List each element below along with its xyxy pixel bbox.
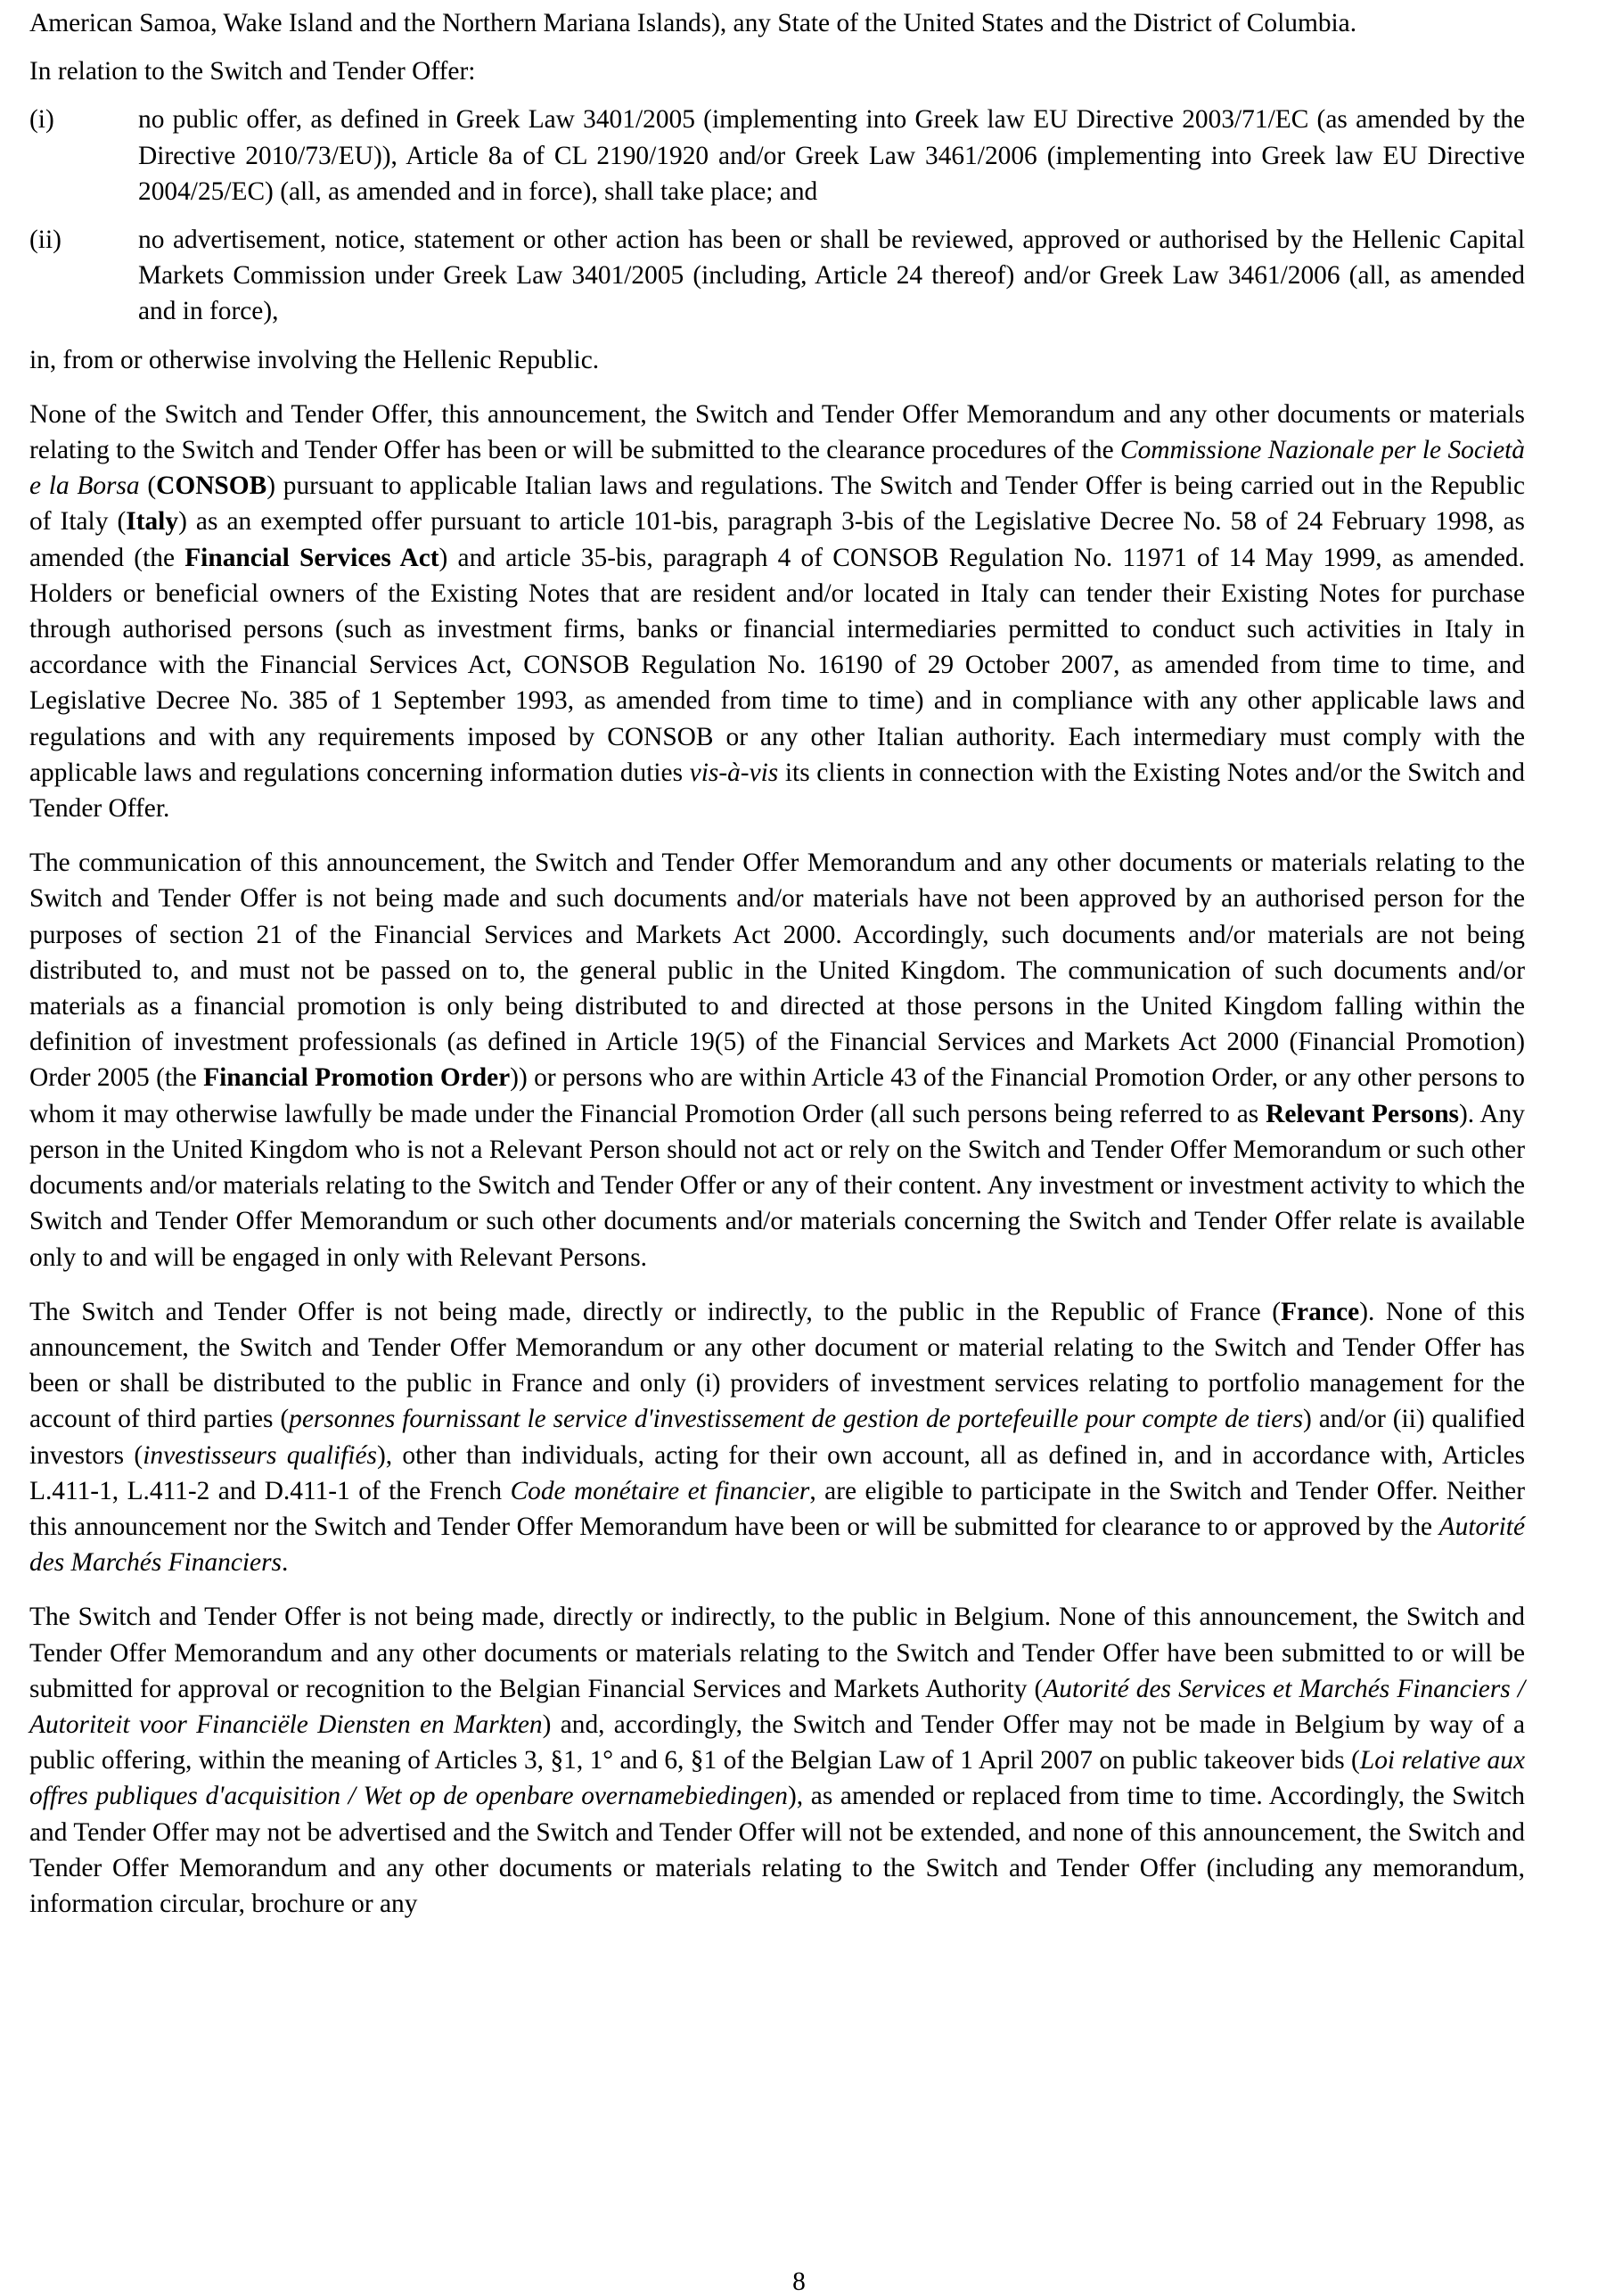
defined-term-consob: CONSOB bbox=[156, 472, 267, 501]
paragraph-france: The Switch and Tender Offer is not being made, directly or indirectly, to the public in the Republic of France (France). None of this announcement, the Switch and Tender Offer Memorandum or any other document or material relating to the Switch and Tender Offer has been or shall be distributed to the public in France and only (i) providers of investment services relating to portfolio management for the account of third parties (personnes fournissant le service d'investissement de gestion de portefeuille pour compte de tiers) and/or (ii) qualified investors (investisseurs qualifiés), other than individuals, acting for their own account, all as defined in, and in accordance with, Articles L.411-1, L.411-2 and D.411-1 of the French Code monétaire et financier, are eligible to participate in the Switch and Tender Offer. Neither this announcement nor the Switch and Tender Offer Memorandum have been or will be submitted for clearance to or approved by the Autorité des Marchés Financiers. bbox=[29, 1297, 1526, 1578]
defined-term-italy: Italy bbox=[126, 507, 179, 537]
paragraph-italy: None of the Switch and Tender Offer, this announcement, the Switch and Tender Offer Memorandum and any other documents or materials relating to the Switch and Tender Offer has been or will be submitted to the clearance procedures of the Commissione Nazionale per le Società e la Borsa (CONSOB) pursuant to applicable Italian laws and regulations. The Switch and Tender Offer is being carried out in the Republic of Italy (Italy) as an exempted offer pursuant to article 101-bis, paragraph 3-bis of the Legislative Decree No. 58 of 24 February 1998, as amended (the Financial Services Act) and article 35-bis, paragraph 4 of CONSOB Regulation No. 11971 of 14 May 1999, as amended. Holders or beneficial owners of the Existing Notes that are resident and/or located in Italy can tender their Existing Notes for purchase through authorised persons (such as investment firms, banks or financial intermediaries permitted to conduct such activities in Italy in accordance with the Financial Services Act, CONSOB Regulation No. 16190 of 29 October 2007, as amended from time to time, and Legislative Decree No. 385 of 1 September 1993, as amended from time to time) and in compliance with any other applicable laws and regulations and with any requirements imposed by CONSOB or any other Italian authority. Each intermediary must comply with the applicable laws and regulations concerning information duties vis-à-vis its clients in connection with the Existing Notes and/or the Switch and Tender Offer. bbox=[29, 399, 1525, 824]
list-item-text: no advertisement, notice, statement or other action has been or shall be reviewed, approved or authorised by the Hellenic Capital Markets Commission under Greek Law 3401/2005 (including, Article 24 thereof) and/or Greek Law 3461/2006 (all, as amended and in force), bbox=[138, 226, 1525, 326]
defined-term-financial-services-act: Financial Services Act bbox=[184, 543, 439, 572]
list-item-label: (i) bbox=[29, 105, 54, 135]
italic-fsma: Autorité des Services et Marchés Financiers / Autoriteit voor Financiële Diensten en Markten bbox=[29, 1674, 1525, 1739]
paragraph-hellenic-republic: in, from or otherwise involving the Hellenic Republic. bbox=[29, 345, 600, 374]
italic-qualified-investors: investisseurs qualifiés bbox=[143, 1440, 377, 1470]
list-item-text: no public offer, as defined in Greek Law 3401/2005 (implementing into Greek law EU Directive 2003/71/EC (as amended by the Directive 2010/73/EU)), Article 8a of CL 2190/1920 and/or Greek Law 3461/2006 (implementing into Greek law EU Directive 2004/25/EC) (all, as amended and in force), shall take place; and bbox=[138, 105, 1525, 206]
defined-term-france: France bbox=[1281, 1297, 1360, 1326]
document-page bbox=[29, 5, 1525, 1940]
italic-takeover-law-title: Loi relative aux offres publiques d'acquisition / Wet op de openbare overnamebiedingen bbox=[29, 1746, 1525, 1811]
paragraph-in-relation: In relation to the Switch and Tender Offer: bbox=[29, 57, 476, 86]
italic-code-monetaire: Code monétaire et financier bbox=[510, 1476, 810, 1505]
list-item-label: (ii) bbox=[29, 226, 61, 255]
italic-amf: Autorité des Marchés Financiers bbox=[29, 1512, 1525, 1578]
paragraph-united-kingdom: The communication of this announcement, the Switch and Tender Offer Memorandum and any other documents or materials relating to the Switch and Tender Offer is not being made and such documents and/or materials have not been approved by an authorised person for the purposes of section 21 of the Financial Services and Markets Act 2000. Accordingly, such documents and/or materials are not being distributed to, and must not be passed on to, the general public in the United Kingdom. The communication of such documents and/or materials as a financial promotion is only being distributed to and directed at those persons in the United Kingdom falling within the definition of investment professionals (as defined in Article 19(5) of the Financial Services and Markets Act 2000 (Financial Promotion) Order 2005 (the Financial Promotion Order)) or persons who are within Article 43 of the Financial Promotion Order, or any other persons to whom it may otherwise lawfully be made under the Financial Promotion Order (all such persons being referred to as Relevant Persons). Any person in the United Kingdom who is not a Relevant Person should not act or rely on the Switch and Tender Offer Memorandum or such other documents and/or materials relating to the Switch and Tender Offer or any of their content. Any investment or investment activity to which the Switch and Tender Offer Memorandum or such other documents and/or materials concerning the Switch and Tender Offer relate is available only to and will be engaged in only with Relevant Persons. bbox=[29, 849, 1525, 1272]
italic-vis-a-vis: vis-à-vis bbox=[689, 758, 779, 787]
list-item bbox=[29, 222, 1525, 330]
paragraph-jurisdictions-continued: American Samoa, Wake Island and the Northern Mariana Islands), any State of the United States and the District of Columbia. bbox=[29, 9, 1357, 37]
defined-term-relevant-persons: Relevant Persons bbox=[1266, 1099, 1459, 1128]
consob-full-name: Commissione Nazionale per le Società e la Borsa bbox=[29, 436, 1525, 501]
italic-portfolio-managers: personnes fournissant le service d'investissement de gestion de portefeuille pour compte de tiers bbox=[289, 1405, 1304, 1434]
page-number: 8 bbox=[792, 2267, 806, 2296]
paragraph-belgium: The Switch and Tender Offer is not being made, directly or indirectly, to the public in Belgium. None of this announcement, the Switch and Tender Offer Memorandum and any other documents or materials relating to the Switch and Tender Offer have been submitted to or will be submitted for approval or recognition to the Belgian Financial Services and Markets Authority (Autorité des Services et Marchés Financiers / Autoriteit voor Financiële Diensten en Markten) and, accordingly, the Switch and Tender Offer may not be made in Belgium by way of a public offering, within the meaning of Articles 3, §1, 1° and 6, §1 of the Belgian Law of 1 April 2007 on public takeover bids (Loi relative aux offres publiques d'acquisition / Wet op de openbare overnamebiedingen), as amended or replaced from time to time. Accordingly, the Switch and Tender Offer may not be advertised and the Switch and Tender Offer will not be extended, and none of this announcement, the Switch and Tender Offer Memorandum and any other documents or materials relating to the Switch and Tender Offer (including any memorandum, information circular, brochure or any bbox=[29, 1603, 1526, 1918]
list-item bbox=[29, 102, 1525, 209]
defined-term-financial-promotion-order: Financial Promotion Order bbox=[203, 1063, 511, 1093]
